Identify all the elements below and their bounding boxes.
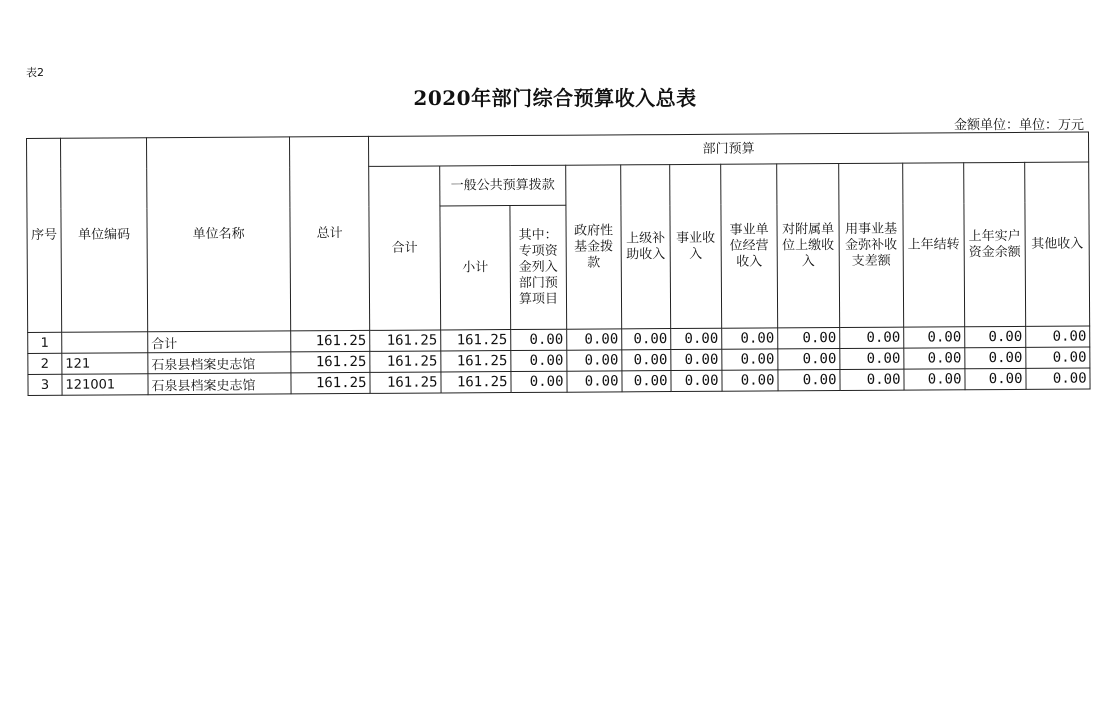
cell-code: 121 <box>62 353 148 375</box>
cell-service-income: 0.00 <box>671 328 722 349</box>
cell-gov-fund: 0.00 <box>567 329 622 350</box>
header-dept-budget: 部门预算 <box>368 132 1088 166</box>
header-gp-subtotal: 小计 <box>440 206 511 330</box>
cell-name: 石泉县档案史志馆 <box>148 352 291 374</box>
cell-prior-balance: 0.00 <box>965 368 1026 389</box>
cell-gov-fund: 0.00 <box>567 350 622 371</box>
cell-fund-supplement: 0.00 <box>840 348 904 369</box>
cell-service-income: 0.00 <box>671 349 722 370</box>
cell-business-income: 0.00 <box>722 370 778 391</box>
cell-gov-fund: 0.00 <box>567 371 622 392</box>
cell-seq: 1 <box>28 332 62 353</box>
budget-income-table <box>26 132 1091 396</box>
cell-sum: 161.25 <box>370 330 441 351</box>
cell-other-income: 0.00 <box>1026 326 1090 347</box>
cell-prior-balance: 0.00 <box>965 347 1026 368</box>
cell-seq: 2 <box>28 353 62 374</box>
header-carryover: 上年结转 <box>903 163 965 327</box>
header-gov-fund: 政府性基金拨款 <box>566 165 622 329</box>
cell-subsidiary-income: 0.00 <box>778 349 840 370</box>
cell-higher-subsidy: 0.00 <box>622 329 671 350</box>
cell-fund-supplement: 0.00 <box>840 327 904 348</box>
page-title: 2020年部门综合预算收入总表 <box>413 86 697 110</box>
header-subsidiary-income: 对附属单位上缴收入 <box>777 164 840 328</box>
header-prior-balance: 上年实户资金余额 <box>964 162 1026 326</box>
header-general-public-budget: 一般公共预算拨款 <box>440 165 566 206</box>
header-fund-supplement: 用事业基金弥补收支差额 <box>839 163 904 327</box>
cell-gp-special: 0.00 <box>511 371 567 392</box>
unit-label: 金额单位：单位：万元 <box>953 118 1084 133</box>
header-other-income: 其他收入 <box>1025 162 1090 326</box>
header-seq: 序号 <box>27 138 62 332</box>
header-gp-special: 其中：专项资金列入部门预算项目 <box>510 205 567 329</box>
cell-gp-subtotal: 161.25 <box>441 330 511 351</box>
cell-prior-balance: 0.00 <box>965 326 1026 347</box>
cell-other-income: 0.00 <box>1026 368 1090 389</box>
cell-sum: 161.25 <box>370 351 441 372</box>
table-header <box>27 132 1090 332</box>
header-unit-name: 单位名称 <box>147 137 291 332</box>
cell-service-income: 0.00 <box>671 370 722 391</box>
header-higher-subsidy: 上级补助收入 <box>621 165 671 329</box>
cell-higher-subsidy: 0.00 <box>622 350 671 371</box>
cell-total: 161.25 <box>291 351 370 372</box>
cell-code <box>62 332 148 354</box>
cell-carryover: 0.00 <box>904 348 965 369</box>
budget-table-container <box>26 132 1091 396</box>
cell-seq: 3 <box>28 374 62 395</box>
header-total: 总计 <box>289 136 369 330</box>
header-unit-code: 单位编码 <box>61 138 148 333</box>
header-subtotal-all: 合计 <box>369 166 441 330</box>
cell-carryover: 0.00 <box>904 327 965 348</box>
cell-name: 石泉县档案史志馆 <box>148 373 291 395</box>
cell-business-income: 0.00 <box>722 349 778 370</box>
cell-gp-subtotal: 161.25 <box>441 351 511 372</box>
cell-higher-subsidy: 0.00 <box>622 371 671 392</box>
cell-carryover: 0.00 <box>904 369 965 390</box>
cell-total: 161.25 <box>291 372 370 393</box>
cell-subsidiary-income: 0.00 <box>778 328 840 349</box>
cell-sum: 161.25 <box>370 372 441 393</box>
table-number-label: 表2 <box>26 66 44 79</box>
header-business-income: 事业单位经营收入 <box>721 164 778 328</box>
cell-gp-subtotal: 161.25 <box>441 372 511 393</box>
header-service-income: 事业收入 <box>670 164 722 328</box>
cell-gp-special: 0.00 <box>511 329 567 350</box>
cell-fund-supplement: 0.00 <box>840 369 904 390</box>
cell-other-income: 0.00 <box>1026 347 1090 368</box>
cell-subsidiary-income: 0.00 <box>778 370 840 391</box>
cell-total: 161.25 <box>291 330 370 351</box>
cell-gp-special: 0.00 <box>511 350 567 371</box>
cell-business-income: 0.00 <box>722 328 778 349</box>
cell-name: 合计 <box>148 331 291 353</box>
cell-code: 121001 <box>62 374 148 396</box>
